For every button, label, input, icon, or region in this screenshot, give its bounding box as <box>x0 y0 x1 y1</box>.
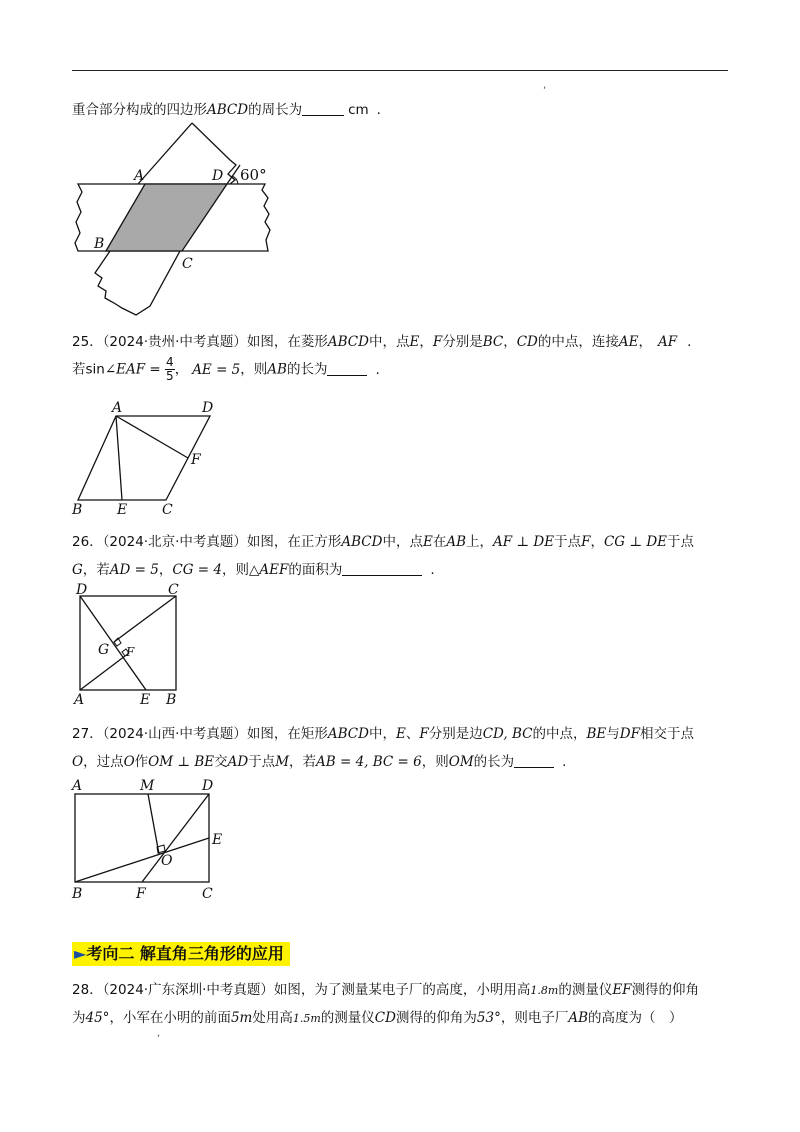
label-C: C <box>162 502 173 516</box>
label-E: E <box>212 832 223 848</box>
header-rule <box>72 70 728 71</box>
label-A: A <box>72 778 83 794</box>
q28-line1: 28．（2024·广东深圳·中考真题）如图，为了测量某电子厂的高度，小明用高1.8m的测量仪EF测得的仰角 <box>72 982 700 998</box>
q26-line2: G，若AD = 5，CG = 4，则△AEF的面积为 . <box>72 562 435 578</box>
section-title: 考向二 解直角三角形的应用 <box>86 944 284 963</box>
label-D: D <box>76 582 88 598</box>
label-C: C <box>182 256 193 272</box>
q27-line1: 27．（2024·山西·中考真题）如图，在矩形ABCD中，E、F分别是边CD, BC的中点，BE与DF相交于点 <box>72 726 694 742</box>
answer-blank[interactable] <box>302 101 344 116</box>
answer-blank[interactable] <box>514 753 554 768</box>
figure-q24-strips <box>70 118 280 316</box>
figure-q25-rhombus <box>70 398 230 516</box>
fraction: $\frac{4}{5}$ <box>166 355 174 383</box>
q26-line1: 26．（2024·北京·中考真题）如图，在正方形ABCD中，点E在AB上，AF ⊥ DE于点F，CG ⊥ DE于点 <box>72 534 695 550</box>
label-A: A <box>74 692 85 708</box>
figure-q27-rectangle <box>70 774 230 904</box>
section-header <box>72 942 290 966</box>
q25-line2: 若sin∠EAF = $\frac{4}{5}$ ， AE = 5，则AB的长为 . <box>72 355 380 383</box>
label-D: D <box>202 400 214 416</box>
label-G: G <box>98 642 110 658</box>
label-D: D <box>202 778 214 794</box>
label-B: B <box>166 692 177 708</box>
answer-blank[interactable] <box>327 361 367 376</box>
answer-blank[interactable] <box>342 561 422 576</box>
arrow-icon: ► <box>74 944 87 963</box>
label-F: F <box>136 886 146 902</box>
q24-tail-line: 重合部分构成的四边形ABCD的周长为 cm . <box>72 102 381 118</box>
label-B: B <box>72 886 83 902</box>
label-O: O <box>161 853 173 869</box>
label-F: F <box>126 645 135 659</box>
q28-line2: 为45°，小军在小明的前面5m处用高1.5m的测量仪CD测得的仰角为53°，则电子厂AB的高度为（ ） <box>72 1010 683 1026</box>
label-B: B <box>94 236 105 252</box>
label-A: A <box>134 168 145 184</box>
label-C: C <box>168 582 179 598</box>
label-B: B <box>72 502 83 516</box>
footer-mark: , <box>157 1028 161 1039</box>
figure-q26-square <box>70 580 190 708</box>
label-M: M <box>140 778 155 794</box>
label-E: E <box>117 502 128 516</box>
label-A: A <box>112 400 123 416</box>
header-mark: , <box>543 80 547 91</box>
label-F: F <box>191 452 201 468</box>
q27-line2: O，过点O作OM ⊥ BE交AD于点M，若AB = 4, BC = 6，则OM的长为 . <box>72 754 567 770</box>
angle-label: 60° <box>240 166 267 184</box>
q25-line1: 25．（2024·贵州·中考真题）如图，在菱形ABCD中，点E，F分别是BC，CD的中点，连接AE， AF . <box>72 334 692 350</box>
label-C: C <box>202 886 213 902</box>
label-E: E <box>140 692 151 708</box>
label-D: D <box>212 168 224 184</box>
